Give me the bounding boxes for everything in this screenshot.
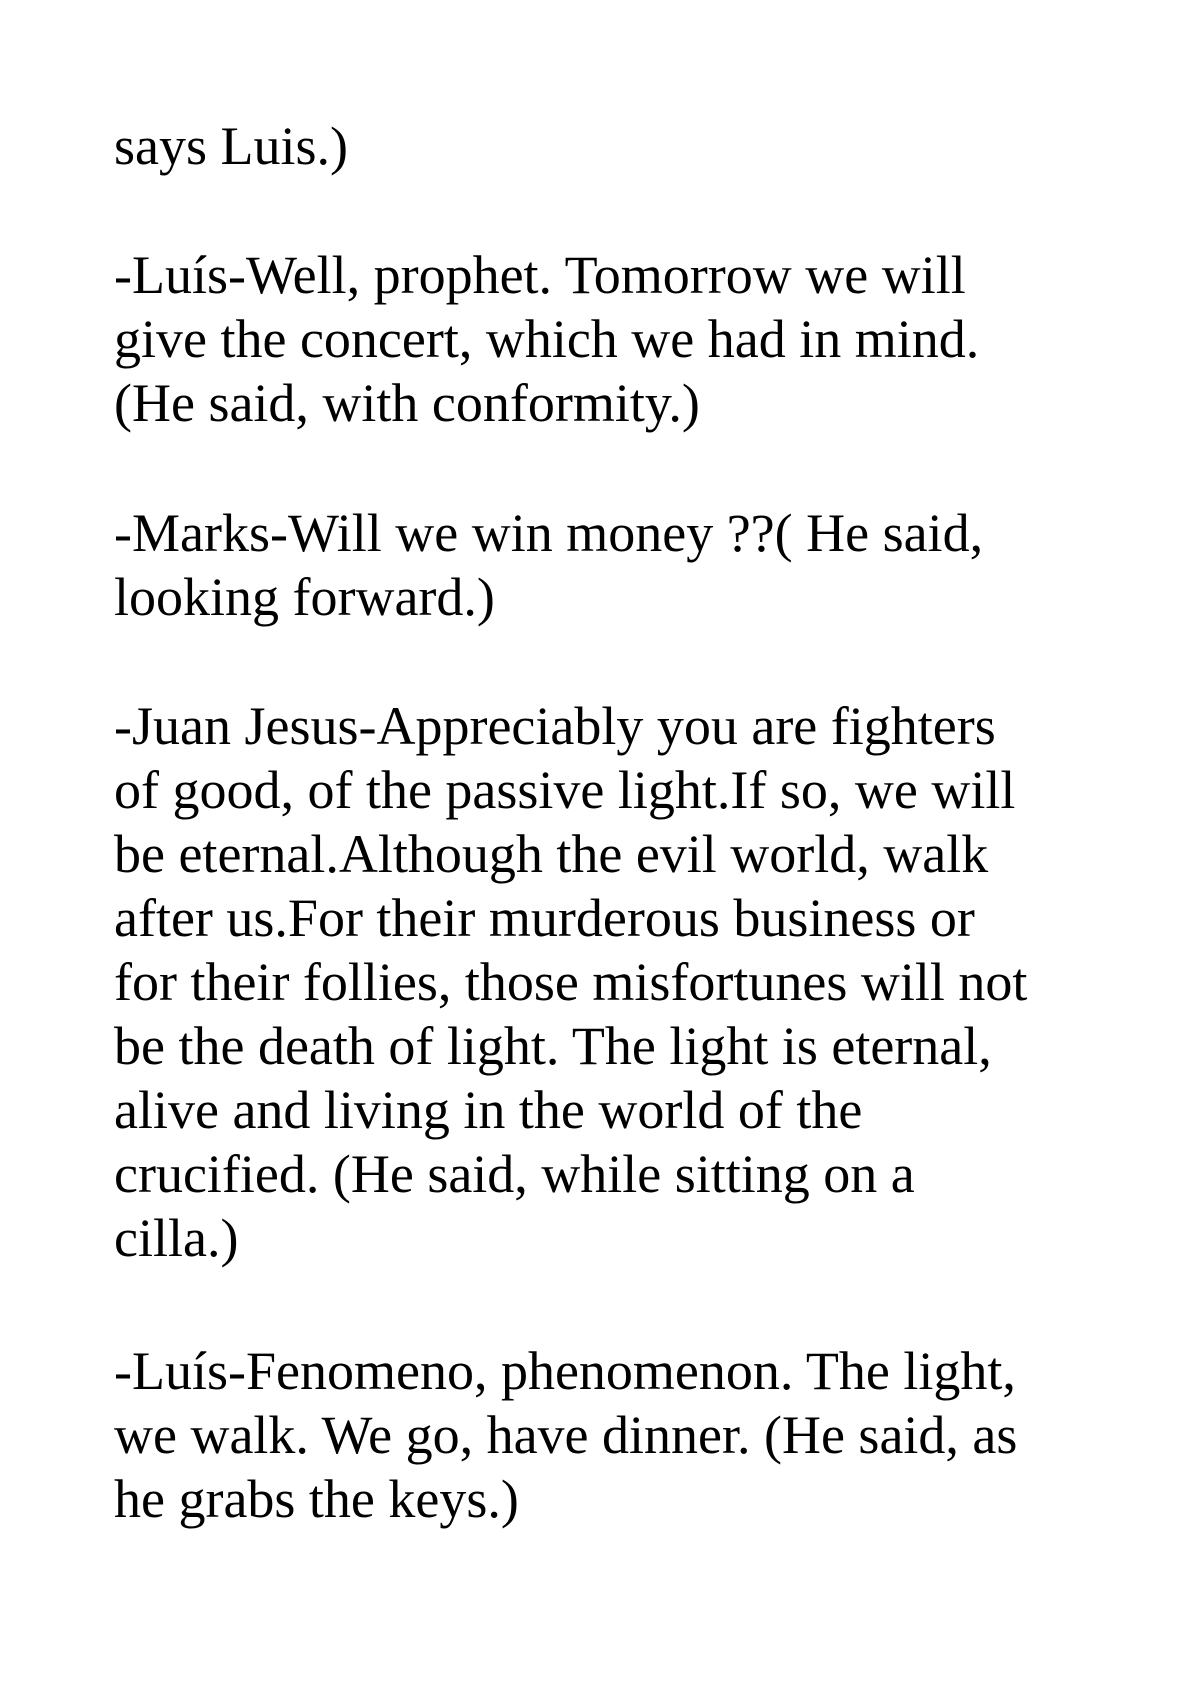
text-line: give the concert, which we had in mind. [114,309,980,369]
text-line: -Luís-Well, prophet. Tomorrow we will [114,245,966,305]
paragraph-luis-prophet [114,243,1114,435]
text-line: says Luis.) [114,116,348,176]
text-line: be the death of light. The light is eternal, [114,1016,992,1076]
text-line: -Luís-Fenomeno, phenomenon. The light, [114,1341,1016,1401]
text-line: he grabs the keys.) [114,1469,519,1529]
text-line: -Juan Jesus-Appreciably you are fighters [114,696,996,756]
text-line: -Marks-Will we win money ??( He said, [114,503,984,563]
text-line: we walk. We go, have dinner. (He said, as [114,1405,1018,1465]
paragraph-juan-jesus [114,694,1114,1270]
text-line: cilla.) [114,1208,239,1268]
text-line: (He said, with conformity.) [114,373,700,433]
text-line: of good, of the passive light.If so, we will [114,760,1016,820]
text-line: looking forward.) [114,567,495,627]
text-line: after us.For their murderous business or [114,888,975,948]
paragraph-says-luis [114,114,1114,178]
paragraph-luis-phenomenon [114,1339,1114,1531]
text-line: alive and living in the world of the [114,1080,863,1140]
text-line: crucified. (He said, while sitting on a [114,1144,915,1204]
text-line: for their follies, those misfortunes will not [114,952,1028,1012]
paragraph-marks-money [114,501,1114,629]
text-line: be eternal.Although the evil world, walk [114,824,989,884]
